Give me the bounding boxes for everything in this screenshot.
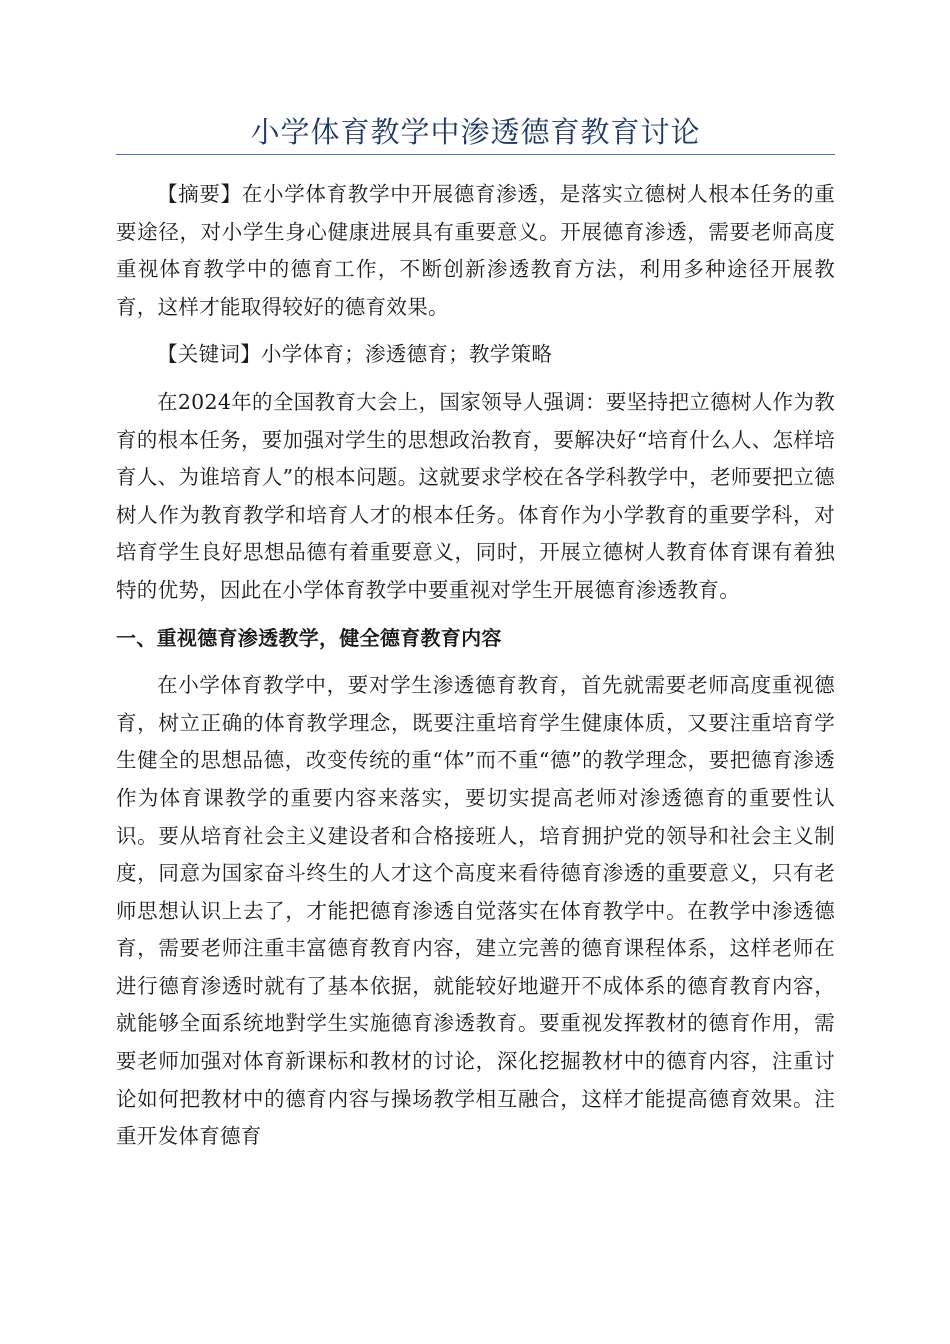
document-body — [116, 176, 835, 1166]
keywords-paragraph: 【关键词】小学体育；渗透德育；教学策略 — [157, 342, 553, 367]
section-body-paragraph: 在小学体育教学中，要对学生渗透德育教育，首先就需要老师高度重视德育，树立正确的体育教学理念，既要注重培育学生健康体质，又要注重培育学生健全的思想品德，改变传统的重“体”而不重“德”的教学理念，要把德育渗透作为体育课教学的重要内容来落实，要切实提高老师对渗透德育的重要性认识。要从培育社会主义建设者和合格接班人，培育拥护党的领导和社会主义制度，同意为国家奋斗终生的人才这个高度来看待德育渗透的重要意义，只有老师思想认识上去了，才能把德育渗透自觉落实在体育教学中。在教学中渗透德育，需要老师注重丰富德育教育内容，建立完善的德育课程体系，这样老师在进行德育渗透时就有了基本依据，就能较好地避开不成体系的德育教育内容，就能够全面系统地對学生实施德育渗透教育。要重视发挥教材的德育作用，需要老师加强对体育新课标和教材的讨论，深化挖掘教材中的德育内容，注重讨论如何把教材中的德育内容与操场教学相互融合，这样才能提高德育效果。注重开发体育德育 — [116, 673, 835, 1149]
title-underline — [116, 154, 835, 155]
intro-paragraph: 在2024年的全国教育大会上，国家领导人强调：要坚持把立德树人作为教育的根本任务，要加强对学生的思想政治教育，要解决好“培育什么人、怎样培育人、为谁培育人”的根本问题。这就要求学校在各学科教学中，老师要把立德树人作为教育教学和培育人才的根本任务。体育作为小学教育的重要学科，对培育学生良好思想品德有着重要意义，同时，开展立德树人教育体育课有着独特的优势，因此在小学体育教学中要重视对学生开展德育渗透教育。 — [116, 389, 835, 602]
abstract-paragraph: 【摘要】在小学体育教学中开展德育渗透，是落实立德树人根本任务的重要途径，对小学生身心健康进展具有重要意义。开展德育渗透，需要老师高度重视体育教学中的德育工作，不断创新渗透教育方法，利用多种途径开展教育，这样才能取得较好的德育效果。 — [116, 182, 835, 319]
page-title: 小学体育教学中渗透德育教育讨论 — [250, 115, 701, 149]
section-heading: 一、重视德育渗透教学，健全德育教育内容 — [116, 625, 502, 650]
